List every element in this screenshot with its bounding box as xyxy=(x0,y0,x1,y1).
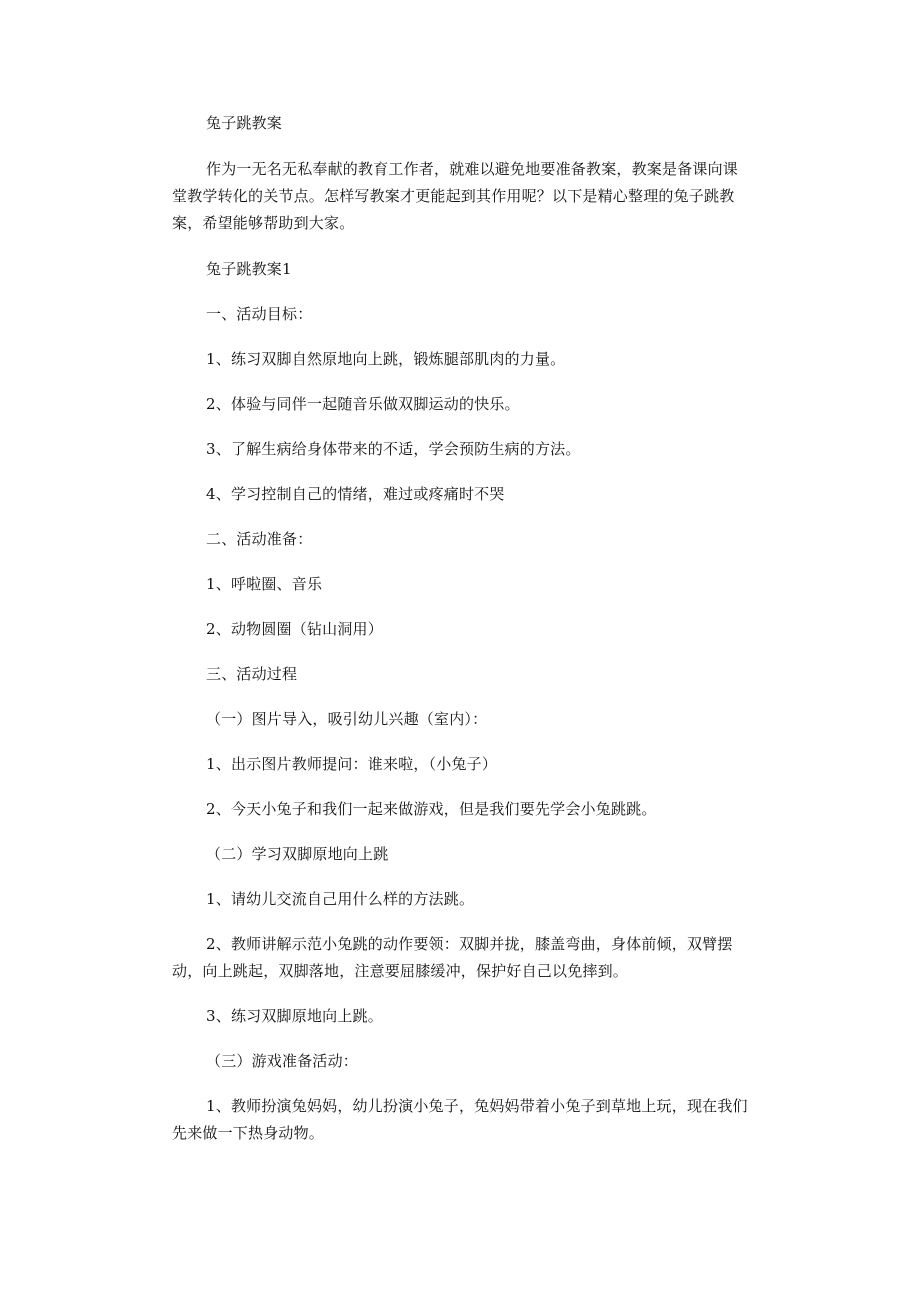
activity-preparation-heading: 二、活动准备： xyxy=(206,530,313,548)
step-1-item-2: 2、今天小兔子和我们一起来做游戏，但是我们要先学会小兔跳跳。 xyxy=(206,800,657,818)
step-2-item-1: 1、请幼儿交流自己用什么样的方法跳。 xyxy=(206,890,475,908)
document-title: 兔子跳教案 xyxy=(206,114,283,132)
activity-process-heading: 三、活动过程 xyxy=(206,665,298,683)
step-1-heading: （一）图片导入，吸引幼儿兴趣（室内）： xyxy=(206,710,488,728)
document-body xyxy=(172,110,750,1147)
step-2-item-2: 2、教师讲解示范小兔跳的动作要领：双脚并拢，膝盖弯曲，身体前倾，双臂摆动，向上跳起，双脚落地，注意要屈膝缓冲，保护好自己以免摔到。 xyxy=(172,935,733,980)
goal-item-2: 2、体验与同伴一起随音乐做双脚运动的快乐。 xyxy=(206,395,520,413)
goal-item-1: 1、练习双脚自然原地向上跳，锻炼腿部肌肉的力量。 xyxy=(206,350,566,368)
goal-item-4: 4、学习控制自己的情绪，难过或疼痛时不哭 xyxy=(206,485,505,503)
preparation-item-2: 2、动物圆圈（钻山洞用） xyxy=(206,620,383,638)
step-2-heading: （二）学习双脚原地向上跳 xyxy=(206,845,389,863)
goal-item-3: 3、了解生病给身体带来的不适，学会预防生病的方法。 xyxy=(206,440,581,458)
step-2-item-3: 3、练习双脚原地向上跳。 xyxy=(206,1007,383,1025)
step-3-heading: （三）游戏准备活动： xyxy=(206,1052,359,1070)
intro-paragraph: 作为一无名无私奉献的教育工作者，就难以避免地要准备教案，教案是备课向课堂教学转化的关节点。怎样写教案才更能起到其作用呢？以下是精心整理的兔子跳教案，希望能够帮助到大家。 xyxy=(172,160,739,232)
preparation-item-1: 1、呼啦圈、音乐 xyxy=(206,575,323,593)
step-1-item-1: 1、出示图片教师提问：谁来啦，（小兔子） xyxy=(206,755,498,773)
section-title: 兔子跳教案1 xyxy=(206,260,292,278)
activity-goals-heading: 一、活动目标： xyxy=(206,305,313,323)
step-3-item-1: 1、教师扮演兔妈妈，幼儿扮演小兔子，兔妈妈带着小兔子到草地上玩，现在我们先来做一下热身动物。 xyxy=(172,1097,748,1142)
